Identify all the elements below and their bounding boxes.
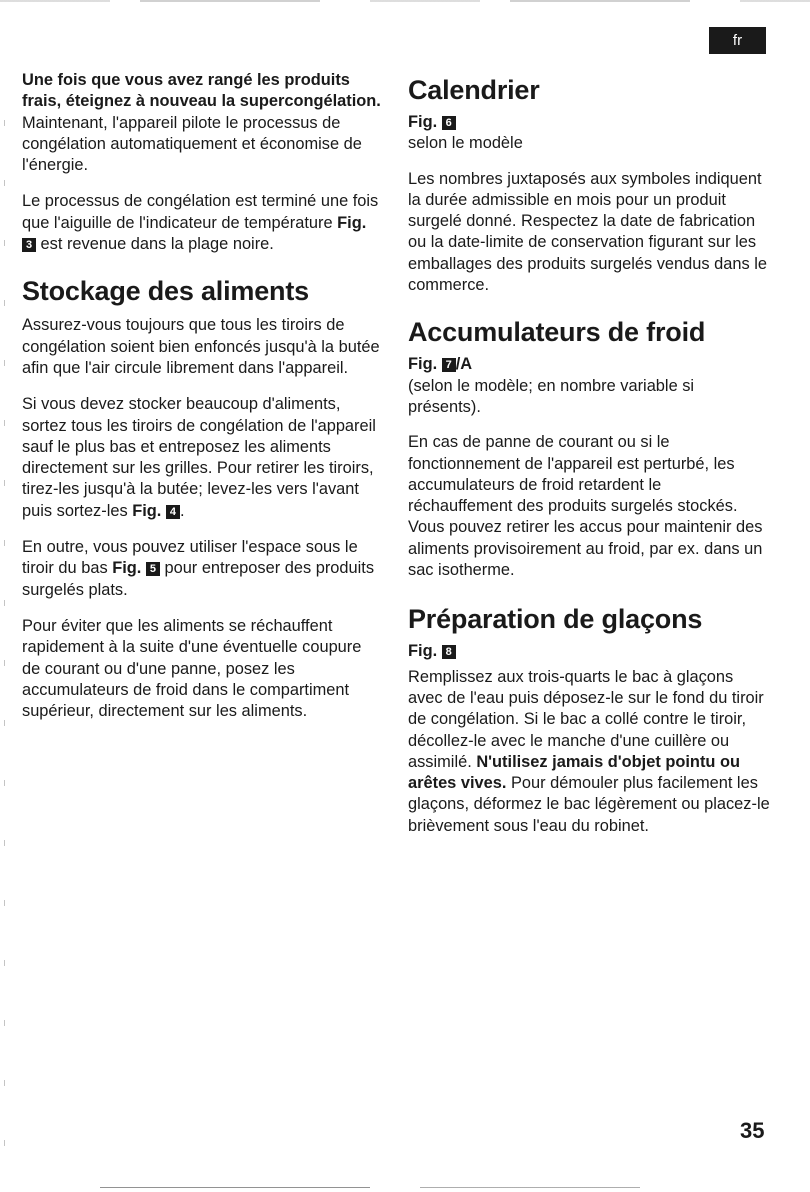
language-tab: fr: [709, 27, 766, 54]
fig-ref-3: Fig. 3: [22, 214, 366, 253]
right-column: [408, 70, 770, 852]
paragraph-space-below-drawer: En outre, vous pouvez utiliser l'espace sous le tiroir du bas Fig. 5 pour entreposer des produits surgelés plats.: [22, 538, 375, 599]
bottom-edge-marks: [0, 1187, 810, 1188]
heading-storage: Stockage des aliments: [22, 276, 309, 307]
binding-marks: [4, 120, 5, 1160]
paragraph-accumulators: En cas de panne de courant ou si le fonctionnement de l'appareil est perturbé, les accumulateurs de froid retardent le réchauffement des produits surgelés stockés. Vous pouvez retirer les accus pour maintenir des aliments provisoirement au froid, par ex. dans un sac isotherme.: [408, 433, 763, 580]
calendar-subtitle: selon le modèle: [408, 134, 523, 153]
bold-intro: Une fois que vous avez rangé les produits frais, éteignez à nouveau la supercongélation.: [22, 71, 381, 111]
page-number: 35: [740, 1118, 765, 1143]
accumulators-subtitle: (selon le modèle; en nombre variable si présents).: [408, 376, 695, 416]
heading-calendar: Calendrier: [408, 75, 540, 105]
warning-sharp-objects: N'utilisez jamais d'objet pointu ou arêtes vives.: [408, 752, 740, 793]
top-edge-marks: [0, 0, 810, 2]
paragraph-freezing-done: Le processus de congélation est terminé une fois que l'aiguille de l'indicateur de température Fig. 3 est revenue dans la plage noire.: [22, 192, 379, 254]
paragraph-store-lots: Si vous devez stocker beaucoup d'aliments, sortez tous les tiroirs de congélation de l'appareil sauf le plus bas et entreposez les aliments directement sur les grilles. Pour retirer les tiroirs, tirez-les jusqu'à la butée; levez-les vers l'avant puis sortez-les Fig. 4 .: [22, 395, 376, 520]
heading-cold-accumulators: Accumulateurs de froid: [408, 317, 706, 348]
paragraph-ice-cubes: Remplissez aux trois-quarts le bac à glaçons avec de l'eau puis déposez-le sur le fond du tiroir de congélation. Si le bac a collé contre le tiroir, décollez-le avec le manche d'une cuillère ou assimilé. N'utilisez jamais d'objet pointu ou arêtes vives. Pour démouler plus facilement les glaçons, déformez le bac légèrement ou placez-le brièvement sous l'eau du robinet.: [408, 667, 770, 835]
fig-ref-8: Fig. 8: [408, 641, 770, 662]
paragraph-cold-accumulators-tip: Pour éviter que les aliments se réchauffent rapidement à la suite d'une éventuelle coupure de courant ou d'une panne, posez les accumulateurs de froid dans le compartiment supérieur, directement sur les aliments.: [22, 616, 362, 721]
fig-ref-6: Fig. 6: [408, 112, 770, 133]
paragraph-drawers-pushed-in: Assurez-vous toujours que tous les tiroirs de congélation soient bien enfoncés jusqu'à la butée afin que l'air circule librement dans l'appareil.: [22, 316, 380, 377]
fig-ref-7: Fig. 7 /A: [408, 355, 473, 374]
paragraph-supercooling-off: Une fois que vous avez rangé les produits frais, éteignez à nouveau la supercongélation. Maintenant, l'appareil pilote le processus de congélation automatiquement et économise de l'énergie.: [22, 71, 381, 175]
left-column: [22, 70, 382, 737]
fig-ref-4: Fig. 4: [132, 502, 180, 520]
heading-ice-cubes: Préparation de glaçons: [408, 604, 703, 635]
paragraph-calendar: Les nombres juxtaposés aux symboles indiquent la durée admissible en mois pour un produit surgelé donné. Respectez la date de fabrication ou la date-limite de conservation figurant sur les emballages des produits surgelés vendus dans le commerce.: [408, 169, 767, 295]
fig-ref-5: Fig. 5: [112, 559, 160, 577]
